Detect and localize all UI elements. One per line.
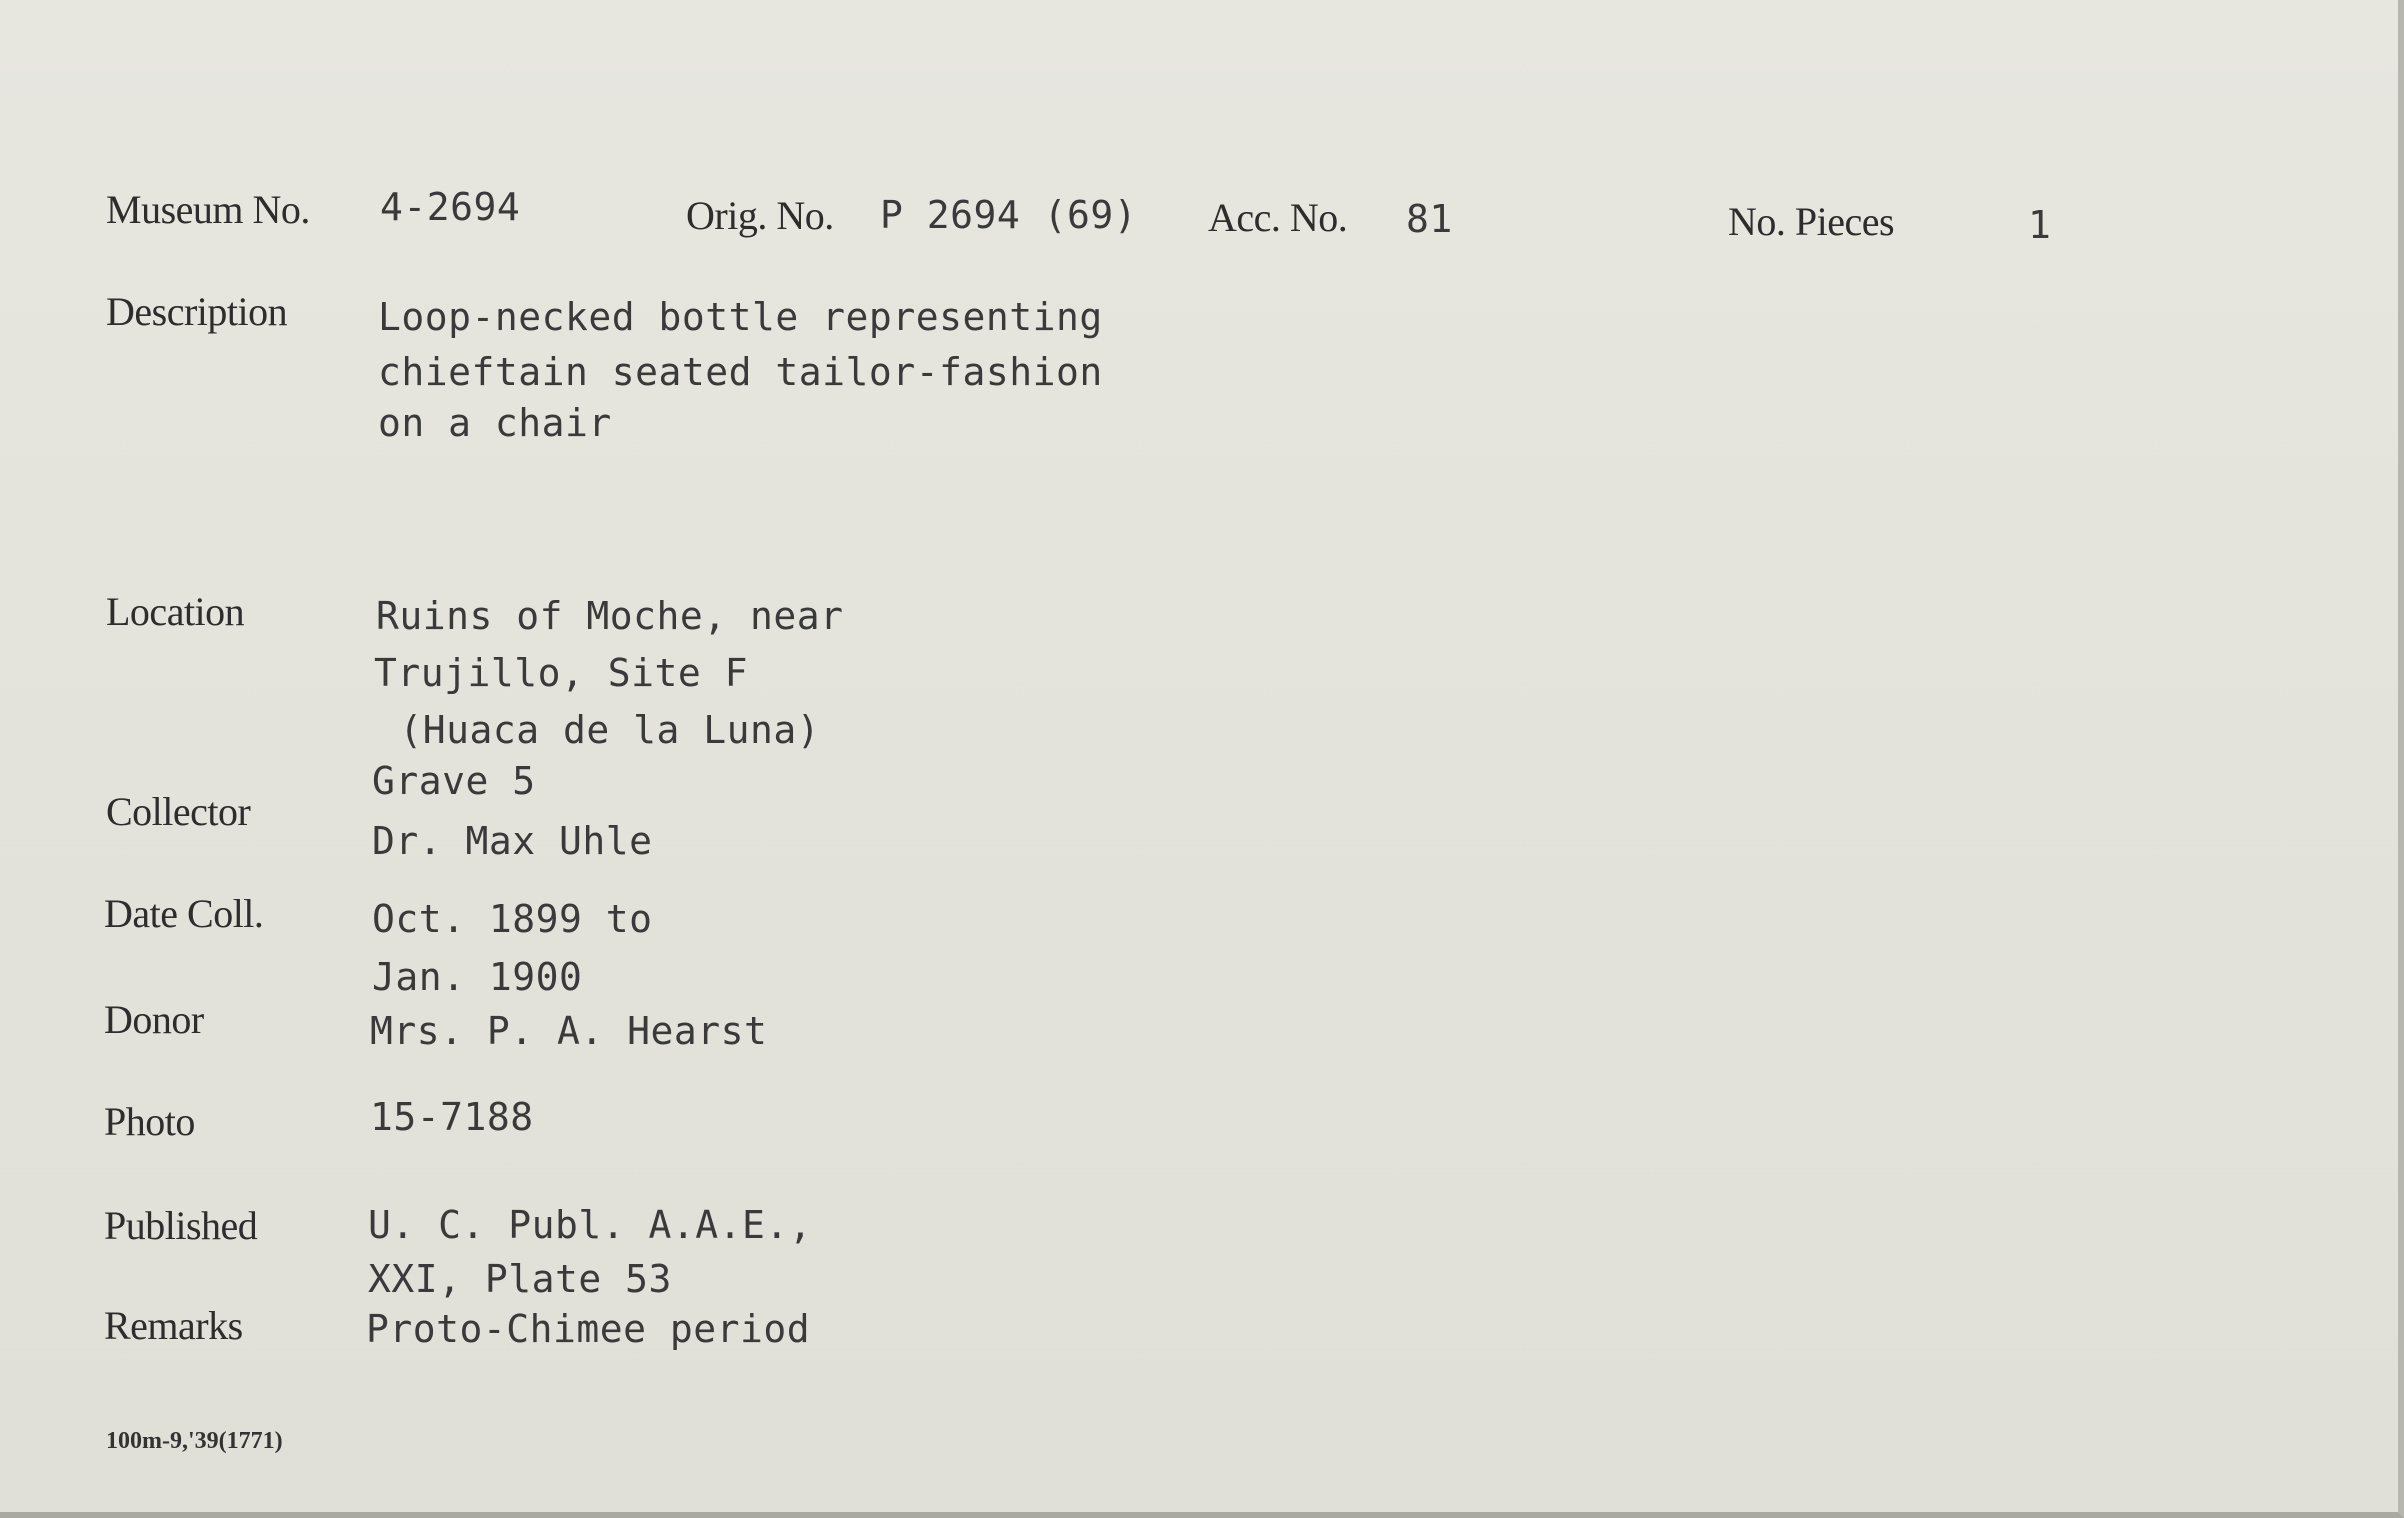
location-line-2: Trujillo, Site F [374, 651, 749, 695]
photo-value: 15-7188 [370, 1095, 534, 1139]
date-coll-value [372, 890, 653, 1006]
no-pieces-label: No. Pieces [1728, 199, 1895, 244]
location-value [372, 588, 844, 810]
date-coll-label: Date Coll. [104, 891, 264, 936]
acc-no-label: Acc. No. [1208, 195, 1348, 240]
collector-label: Collector [106, 789, 251, 834]
description-line-1: Loop-necked bottle representing [378, 295, 1103, 339]
published-value [368, 1198, 812, 1306]
location-line-3: (Huaca de la Luna) [376, 708, 821, 752]
no-pieces-value: 1 [2028, 203, 2052, 247]
orig-no-label: Orig. No. [686, 193, 834, 238]
description-line-2: chieftain seated tailor-fashion [378, 350, 1103, 394]
description-label: Description [106, 289, 288, 334]
museum-no-label: Museum No. [106, 187, 310, 232]
museum-no-value: 4-2694 [380, 185, 521, 229]
date-coll-line-2: Jan. 1900 [372, 955, 583, 999]
print-code: 100m-9,'39(1771) [106, 1428, 283, 1454]
published-line-2: XXI, Plate 53 [368, 1257, 672, 1301]
collector-value: Dr. Max Uhle [372, 819, 653, 863]
orig-no-value: P 2694 (69) [880, 193, 1138, 237]
acc-no-value: 81 [1406, 197, 1453, 241]
location-label: Location [106, 589, 245, 634]
description-value [378, 290, 1103, 451]
donor-value: Mrs. P. A. Hearst [370, 1009, 768, 1053]
location-line-1: Ruins of Moche, near [376, 594, 844, 638]
location-line-4: Grave 5 [372, 759, 536, 803]
photo-label: Photo [104, 1099, 195, 1144]
donor-label: Donor [104, 997, 204, 1042]
date-coll-line-1: Oct. 1899 to [372, 897, 653, 941]
remarks-value: Proto-Chimee period [366, 1307, 811, 1351]
published-label: Published [104, 1203, 258, 1248]
remarks-label: Remarks [104, 1303, 243, 1348]
description-line-3: on a chair [378, 401, 612, 445]
published-line-1: U. C. Publ. A.A.E., [368, 1203, 813, 1247]
